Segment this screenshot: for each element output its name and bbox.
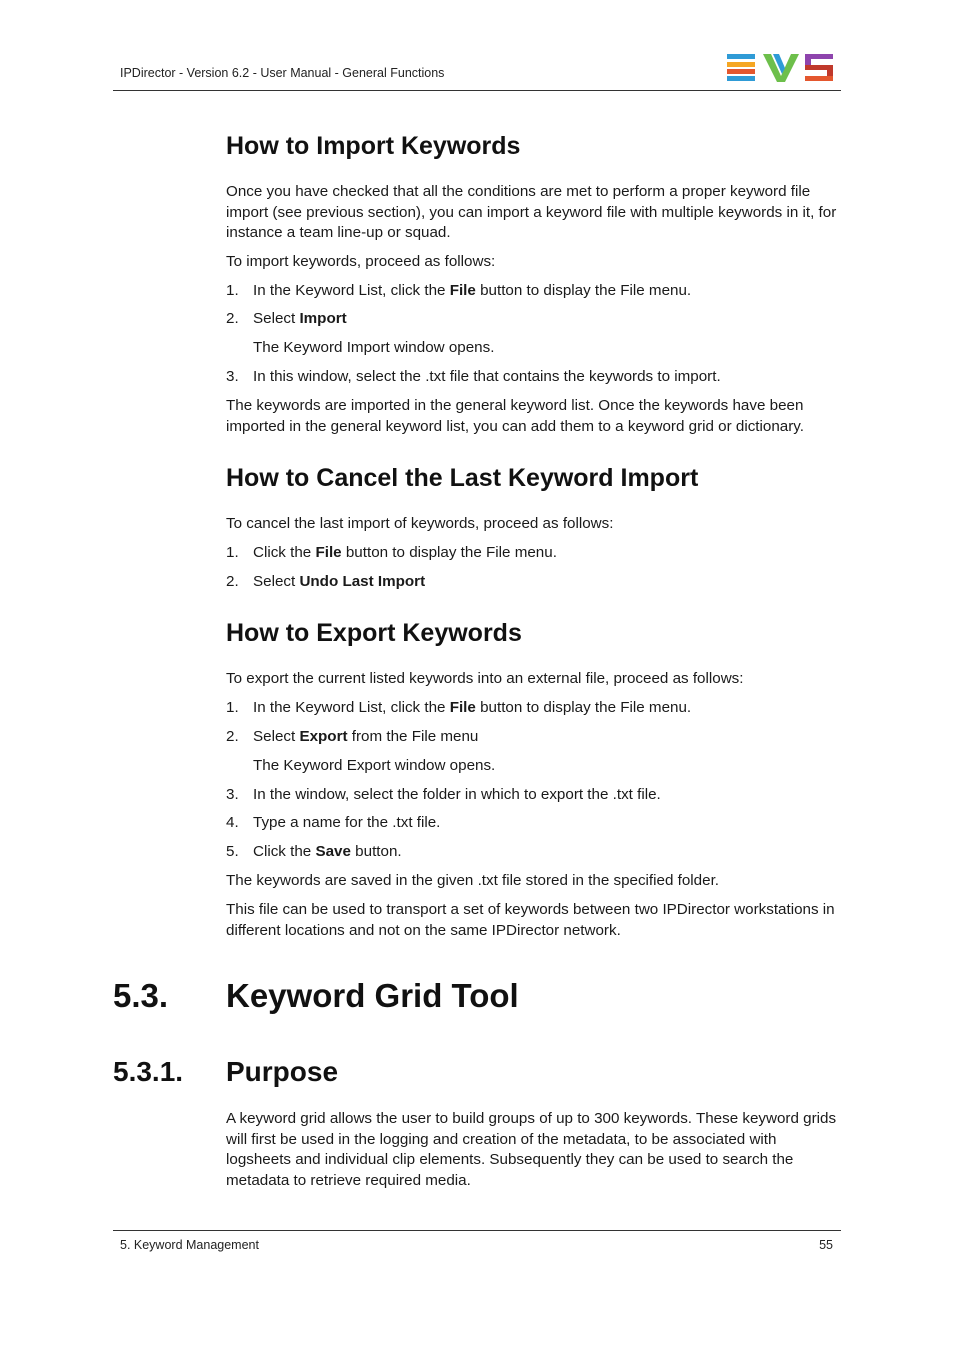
section-title: Keyword Grid Tool	[226, 977, 519, 1014]
footer-chapter: 5. Keyword Management	[120, 1238, 259, 1252]
export-outro-1: The keywords are saved in the given .txt file stored in the specified folder.	[226, 872, 720, 889]
cancel-lead: To cancel the last import of keywords, proceed as follows:	[226, 515, 614, 532]
section-number: 5.3.	[113, 977, 169, 1014]
page-number: 55	[819, 1238, 833, 1252]
import-intro: Once you have checked that all the conditions are met to perform a proper keyword file import (see previous section), you can import a keyword file with multiple keywords in it, for instance a team line-up or squad.	[226, 183, 837, 242]
export-step-4: 4. Type a name for the .txt file.	[226, 814, 441, 831]
export-step-3: 3. In the window, select the folder in which to export the .txt file.	[226, 786, 661, 803]
export-heading: How to Export Keywords	[226, 619, 522, 647]
export-outro-2: This file can be used to transport a set of keywords between two IPDirector workstations in different locations and not on the same IPDirector network.	[226, 901, 835, 939]
import-outro: The keywords are imported in the general keyword list. Once the keywords have been imported in the general keyword list, you can add them to a keyword grid or dictionary.	[226, 397, 804, 435]
purpose-text: A keyword grid allows the user to build groups of up to 300 keywords. These keyword grids will first be used in the logging and creation of the metadata, to be associated with logsheets and individual clip elements. Subsequently they can be used to search the metadata to retrieve required media.	[226, 1110, 837, 1190]
export-step-2-note: The Keyword Export window opens.	[253, 757, 496, 774]
import-lead: To import keywords, proceed as follows:	[226, 253, 496, 270]
import-step-3: 3. In this window, select the .txt file that contains the keywords to import.	[226, 368, 721, 385]
import-step-2: 2. Select Import	[226, 310, 347, 327]
export-step-2: 2. Select Export from the File menu	[226, 728, 479, 745]
subsection-title: Purpose	[226, 1056, 339, 1087]
running-header: IPDirector - Version 6.2 - User Manual - General Functions	[120, 66, 445, 80]
evs-logo	[727, 54, 833, 82]
footer-divider	[113, 1230, 841, 1231]
header-divider	[113, 90, 841, 91]
export-step-5: 5. Click the Save button.	[226, 843, 402, 860]
import-heading: How to Import Keywords	[226, 132, 521, 160]
import-step-1: 1. In the Keyword List, click the File button to display the File menu.	[226, 282, 692, 299]
export-step-1: 1. In the Keyword List, click the File button to display the File menu.	[226, 699, 692, 716]
cancel-step-2: 2. Select Undo Last Import	[226, 573, 426, 590]
cancel-step-1: 1. Click the File button to display the File menu.	[226, 544, 557, 561]
subsection-number: 5.3.1.	[113, 1056, 184, 1087]
import-step-2-note: The Keyword Import window opens.	[253, 339, 495, 356]
export-lead: To export the current listed keywords into an external file, proceed as follows:	[226, 670, 744, 687]
cancel-heading: How to Cancel the Last Keyword Import	[226, 464, 699, 492]
